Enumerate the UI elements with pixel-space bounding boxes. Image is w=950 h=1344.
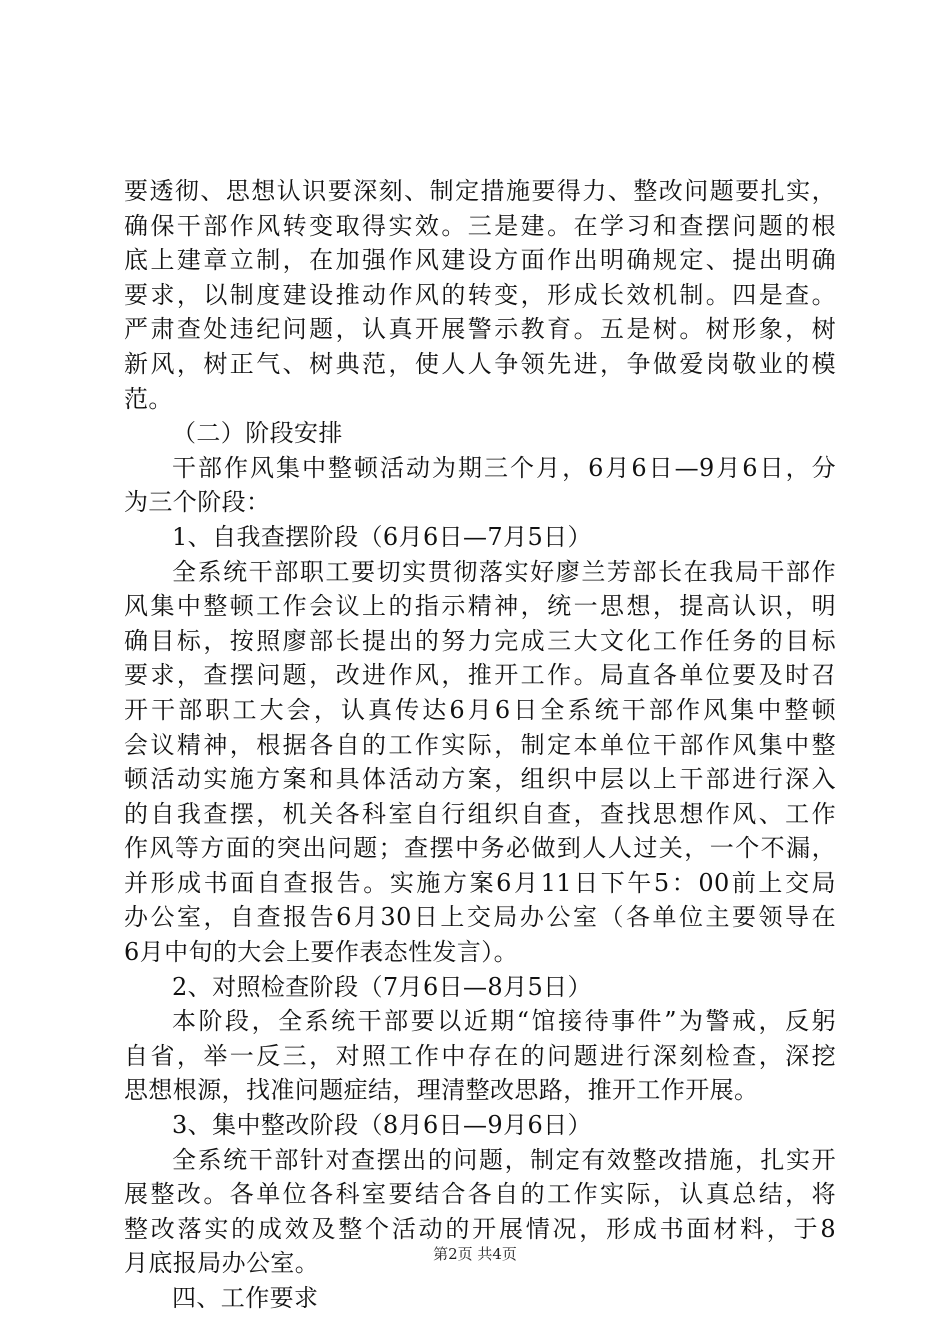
text-line: 确保干部作风转变取得实效。三是建。在学习和查摆问题的根 bbox=[124, 211, 836, 240]
text-line: 2、对照检查阶段（7月6日—8月5日） bbox=[172, 972, 592, 1001]
text-line: 全系统干部职工要切实贯彻落实好廖兰芳部长在我局干部作 bbox=[172, 557, 836, 586]
text-line: 并形成书面自查报告。实施方案6月11日下午5：00前上交局 bbox=[124, 868, 836, 897]
text-line: 本阶段，全系统干部要以近期“馆接待事件”为警戒，反躬 bbox=[172, 1007, 836, 1036]
text-line: 四、工作要求 bbox=[172, 1284, 319, 1312]
text-line: 月底报局办公室。 bbox=[124, 1249, 320, 1278]
text-line: 新风，树正气、树典范，使人人争领先进，争做爱岗敬业的模 bbox=[124, 349, 836, 378]
text-line: 的自我查摆，机关各科室自行组织自查，查找思想作风、工作 bbox=[124, 799, 836, 828]
text-line: 整改落实的成效及整个活动的开展情况，形成书面材料，于8 bbox=[124, 1214, 836, 1243]
text-line: 确目标，按照廖部长提出的努力完成三大文化工作任务的目标 bbox=[124, 626, 836, 655]
text-line: 干部作风集中整顿活动为期三个月，6月6日—9月6日，分 bbox=[172, 453, 836, 482]
page-footer: 第2页 共4页 bbox=[433, 1245, 517, 1263]
text-line: 会议精神，根据各自的工作实际，制定本单位干部作风集中整 bbox=[124, 730, 836, 759]
text-line: 3、集中整改阶段（8月6日—9月6日） bbox=[172, 1111, 592, 1140]
text-line: 严肃查处违纪问题，认真开展警示教育。五是树。树形象，树 bbox=[124, 315, 836, 344]
text-line: 顿活动实施方案和具体活动方案，组织中层以上干部进行深入 bbox=[124, 765, 836, 794]
text-line: 1、自我查摆阶段（6月6日—7月5日） bbox=[172, 522, 592, 551]
text-line: 要透彻、思想认识要深刻、制定措施要得力、整改问题要扎实， bbox=[124, 177, 836, 205]
text-line: 全系统干部针对查摆出的问题，制定有效整改措施，扎实开 bbox=[172, 1145, 836, 1174]
text-line: 作风等方面的突出问题；查摆中务必做到人人过关，一个不漏， bbox=[124, 834, 836, 863]
text-line: 底上建章立制，在加强作风建设方面作出明确规定、提出明确 bbox=[124, 246, 836, 275]
text-line: 办公室，自查报告6月30日上交局办公室（各单位主要领导在 bbox=[124, 903, 836, 932]
text-line: 为三个阶段： bbox=[124, 488, 271, 517]
text-line: 风集中整顿工作会议上的指示精神，统一思想，提高认识，明 bbox=[124, 592, 836, 621]
text-line: 展整改。各单位各科室要结合各自的工作实际，认真总结，将 bbox=[124, 1180, 836, 1209]
document-body bbox=[124, 174, 836, 1316]
text-line: （二）阶段安排 bbox=[172, 419, 343, 448]
text-line: 要求，以制度建设推动作风的转变，形成长效机制。四是查。 bbox=[124, 280, 836, 309]
text-line: 思想根源，找准问题症结，理清整改思路，推开工作开展。 bbox=[124, 1076, 759, 1105]
text-line: 要求，查摆问题，改进作风，推开工作。局直各单位要及时召 bbox=[124, 661, 836, 690]
text-line: 6月中旬的大会上要作表态性发言）。 bbox=[124, 938, 519, 967]
text-line: 开干部职工大会，认真传达6月6日全系统干部作风集中整顿 bbox=[124, 695, 836, 724]
text-line: 范。 bbox=[124, 384, 173, 413]
text-line: 自省，举一反三，对照工作中存在的问题进行深刻检查，深挖 bbox=[124, 1041, 836, 1070]
